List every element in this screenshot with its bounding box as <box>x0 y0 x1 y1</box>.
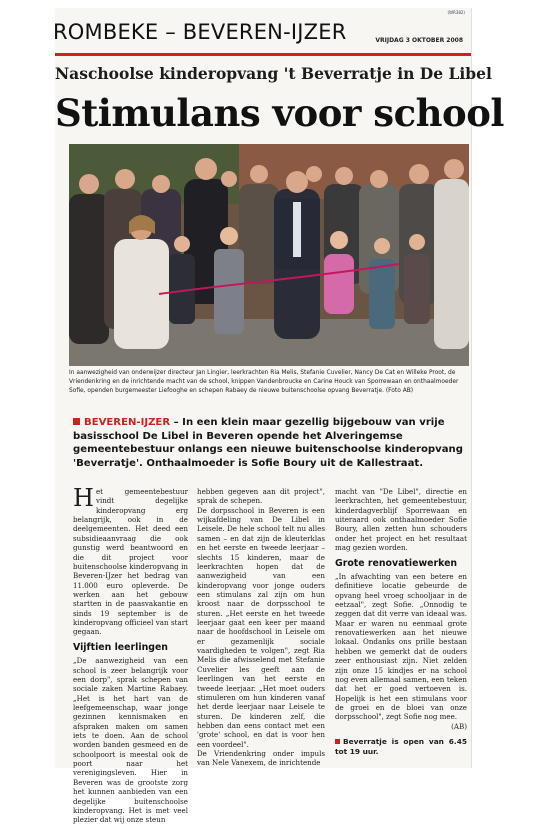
author-initials: (AB) <box>451 721 467 731</box>
column-3 <box>335 487 467 756</box>
article-lead <box>73 416 465 470</box>
lead-text: – In een klein maar gezellig bijgebouw van vrije basisschool De Libel in Beveren opende het Alveringemse gemeentebestuur onlangs een nieuwe buitenschoolse kinderopvang 'Beverratje'. Onthaalmoeder is Sofie Boury uit de Kallestraat. <box>73 417 463 469</box>
column-1 <box>73 484 188 825</box>
article-body <box>73 484 467 825</box>
article-headline: Stimulans voor school <box>55 91 504 135</box>
note-text: Beverratje is open van 6.45 tot 19 uur. <box>335 737 467 756</box>
red-square-bullet <box>73 418 80 425</box>
subheading: Grote renovatiewerken <box>335 557 458 569</box>
lead-location: BEVEREN-IJZER <box>84 417 171 428</box>
paragraph <box>73 484 188 637</box>
region-header: ROMBEKE – BEVEREN-IJZER <box>53 20 347 44</box>
article-kicker: Naschoolse kinderopvang 't Beverratje in De Libel <box>55 64 492 83</box>
newspaper-clipping <box>53 8 504 825</box>
opening-hours-note <box>335 737 467 756</box>
header-rule <box>55 53 471 56</box>
paragraph-text: et gemeentebestuur vindt degelijke kinderopvang erg belangrijk, ook in de deelgemeenten. Het deed een subsidieaanvraag die ook gunstig werd beantwoord en die dit project voor buitenschoolse kinderopvang in Beveren-IJzer het bedrag van 11.000 euro opleverde. De werken aan het gebouw startten in de paasvakantie en sinds 19 september is de kinderopvang officieel van start gegaan. <box>73 487 188 637</box>
drop-cap: H <box>73 484 94 512</box>
column-2 <box>197 487 325 768</box>
paragraph: hebben gegeven aan dit project", sprak de schepen. <box>197 487 325 506</box>
subheading: Vijftien leerlingen <box>73 641 168 653</box>
paragraph: De Vriendenkring onder impuls van Nele Vanexem, de inrichtende <box>197 749 325 768</box>
issue-date: VRIJDAG 3 OKTOBER 2008 <box>375 37 463 44</box>
paragraph: „De aanwezigheid van een school is zeer belangrijk voor een dorp", sprak schepen van sociale zaken Martine Rabaey. „Het is het hart van de leefgemeenschap, waar jonge gezinnen kennismaken en afspraken maken om samen iets te doen. Aan de school worden banden gesmeed en de schoolpoort is meestal ook de poort naar het verenigingsleven. Hier in Beveren was de grootste zorg het kunnen aanbieden van een degelijke buitenschoolse kinderopvang. Het is met veel plezier dat wij onze steun <box>73 656 188 825</box>
photo-caption: In aanwezigheid van onderwijzer directeur Jan Lingier, leerkrachten Ria Melis, Stefanie Cuvelier, Nancy De Cat en Willeke Proot, de Vriendenkring en de inrichtende macht van de school, knippen Vandenbroucke en Carine Houck van Sporrewaan en onthaalmoeder Sofie, openden burgemeester Liefooghe en schepen Rabaey de nieuwe buitenschoolse opvang Beverratje. (Foto AB) <box>69 370 459 395</box>
paragraph: macht van "De Libel", directie en leerkrachten, het gemeentebestuur, kinderdagverblijf Sporrewaan en uiteraard ook onthaalmoeder Sofie Boury, allen zetten hun schouders onder het project en het resultaat mag gezien worden. <box>335 487 467 553</box>
paragraph: „In afwachting van een betere en definitieve locatie gebeurde de opvang heel vroeg schooljaar in de eetzaal", zegt Sofie. „Onnodig te zeggen dat dit verre van ideaal was. Maar er waren nu eenmaal grote renovatiewerken aan het nieuwe lokaal. Ondanks ons prille bestaan hebben we gemerkt dat de ouders zeer enthousiast zijn. Niet zelden zijn onze 15 kindjes er na school nog even allemaal samen, een teken dat het er goed vertoeven is. Hopelijk is het een stimulans voor de groei en de bloei van onze dorpsschool", zegt Sofie nog mee. <box>335 571 467 722</box>
group-photo <box>69 144 469 366</box>
red-square-bullet <box>335 739 340 744</box>
page-code: (WR382) <box>447 10 465 15</box>
paragraph: De dorpsschool in Beveren is een wijkafdeling van De Libel in Leisele. De hele school telt nu alles samen – en dat zijn de kleuterklas en het eerste en tweede leerjaar – slechts 15 kinderen, maar de leerkrachten hopen dat de aanwezigheid van een kinderopvang voor jonge ouders een stimulans zal zijn om hun kroost naar de dorpsschool te sturen. „Het eerste en het tweede leerjaar gaat een keer per maand naar de hoofdschool in Leisele om er gezamenlijk sociale vaardigheden te volgen", zegt Ria Melis die afwisselend met Stefanie Cuvelier les geeft aan de leerlingen van het eerste en tweede leerjaar. „Het moet ouders stimuleren om hun kinderen vanaf het derde leerjaar naar Leisele te sturen. De kinderen zelf, die hebben dan eens contact met een 'grote' school, en dat is voor hen een voordeel". <box>197 505 325 749</box>
